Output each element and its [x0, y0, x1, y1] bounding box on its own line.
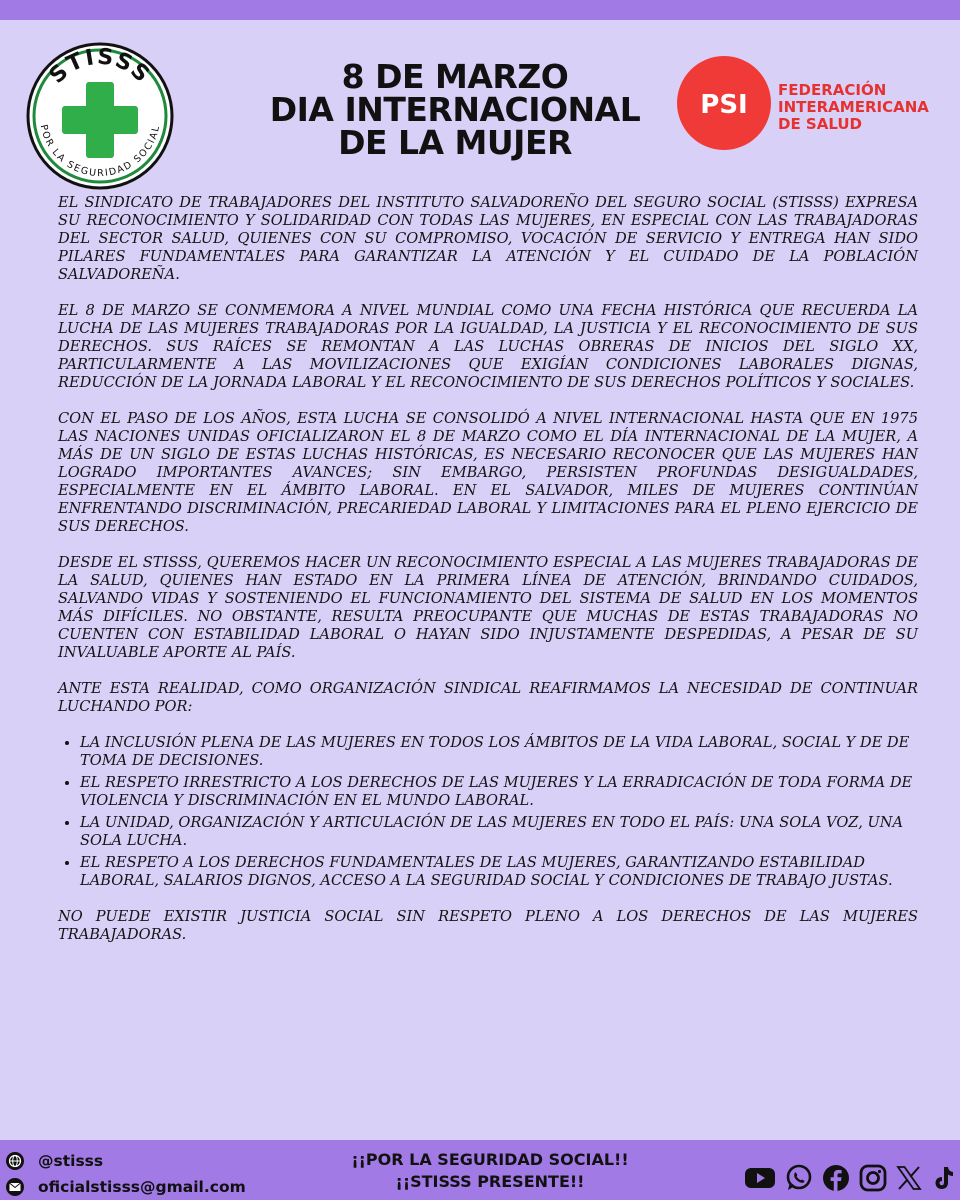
- tiktok-icon[interactable]: [931, 1165, 955, 1191]
- footer-slogan: [300, 1149, 680, 1193]
- psi-logo: [670, 55, 780, 151]
- footer-email-text: oficialstisss@gmail.com: [38, 1178, 246, 1196]
- footer-email[interactable]: [6, 1178, 246, 1196]
- stisss-logo-top-text: STISSS: [44, 44, 156, 89]
- list-item: • LA INCLUSIÓN PLENA DE LAS MUJERES EN TODOS LOS ÁMBITOS DE LA VIDA LABORAL, SOCIAL Y DE DE TOMA DE DECISIONES.: [80, 734, 918, 770]
- psi-logo-mark: PSI: [700, 90, 748, 120]
- slogan-line-1: ¡¡POR LA SEGURIDAD SOCIAL!!: [351, 1150, 629, 1169]
- paragraph-2: EL 8 DE MARZO SE CONMEMORA A NIVEL MUNDIAL COMO UNA FECHA HISTÓRICA QUE RECUERDA LA LUCHA DE LAS MUJERES TRABAJADORAS POR LA IGUALDAD, LA JUSTICIA Y EL RECONOCIMIENTO DE SUS DERECHOS. SUS RAÍCES SE REMONTAN A LAS LUCHAS OBRERAS DE INICIOS DEL SIGLO XX, PARTICULARMENTE A LAS MOVILIZACIONES QUE EXIGÍAN CONDICIONES LABORALES DIGNAS, REDUCCIÓN DE LA JORNADA LABORAL Y EL RECONOCIMIENTO DE SUS DERECHOS POLÍTICOS Y SOCIALES.: [58, 302, 918, 391]
- list-item: • LA UNIDAD, ORGANIZACIÓN Y ARTICULACIÓN DE LAS MUJERES EN TODO EL PAÍS: UNA SOLA VOZ, UNA SOLA LUCHA.: [80, 814, 918, 850]
- stisss-logo-ring-text: POR LA SEGURIDAD SOCIAL: [37, 123, 163, 180]
- title-line-1: 8 DE MARZO: [341, 57, 569, 96]
- footer: [0, 1140, 960, 1200]
- stisss-logo: [26, 42, 174, 190]
- footer-handle[interactable]: [6, 1152, 103, 1170]
- title-line-3: DE LA MUJER: [338, 123, 572, 162]
- mail-icon: [6, 1178, 24, 1196]
- slogan-line-2: ¡¡STISSS PRESENTE!!: [395, 1172, 585, 1191]
- footer-handle-text: @stisss: [38, 1152, 104, 1170]
- paragraph-1: EL SINDICATO DE TRABAJADORES DEL INSTITUTO SALVADOREÑO DEL SEGURO SOCIAL (STISSS) EXPRESA SU RECONOCIMIENTO Y SOLIDARIDAD CON TODAS LAS MUJERES, EN ESPECIAL CON LAS TRABAJADORAS DEL SECTOR SALUD, QUIENES CON SU COMPROMISO, VOCACIÓN DE SERVICIO Y ENTREGA HAN SIDO PILARES FUNDAMENTALES PARA GARANTIZAR LA ATENCIÓN Y EL CUIDADO DE LA POBLACIÓN SALVADOREÑA.: [58, 194, 918, 283]
- closing-statement: NO PUEDE EXISTIR JUSTICIA SOCIAL SIN RESPETO PLENO A LOS DERECHOS DE LAS MUJERES TRABAJADORAS.: [58, 908, 918, 943]
- youtube-icon[interactable]: [744, 1166, 776, 1190]
- psi-text-line-3: DE SALUD: [778, 115, 862, 133]
- paragraph-3: CON EL PASO DE LOS AÑOS, ESTA LUCHA SE CONSOLIDÓ A NIVEL INTERNACIONAL HASTA QUE EN 1975 LAS NACIONES UNIDAS OFICIALIZARON EL 8 DE MARZO COMO EL DÍA INTERNACIONAL DE LA MUJER, A MÁS DE UN SIGLO DE ESTAS LUCHAS HISTÓRICAS, ES NECESARIO RECONOCER QUE LAS MUJERES HAN LOGRADO IMPORTANTES AVANCES; SIN EMBARGO, PERSISTEN PROFUNDAS DESIGUALDADES, ESPECIALMENTE EN EL ÁMBITO LABORAL. EN EL SALVADOR, MILES DE MUJERES CONTINÚAN ENFRENTANDO DISCRIMINACIÓN, PRECARIEDAD LABORAL Y LIMITACIONES PARA EL PLENO EJERCICIO DE SUS DERECHOS.: [58, 410, 918, 535]
- paragraph-5: ANTE ESTA REALIDAD, COMO ORGANIZACIÓN SINDICAL REAFIRMAMOS LA NECESIDAD DE CONTINUAR LUCHANDO POR:: [58, 680, 918, 715]
- social-links: [744, 1164, 955, 1192]
- facebook-icon[interactable]: [822, 1164, 850, 1192]
- list-item: • EL RESPETO A LOS DERECHOS FUNDAMENTALES DE LAS MUJERES, GARANTIZANDO ESTABILIDAD LABORAL, SALARIOS DIGNOS, ACCESO A LA SEGURIDAD SOCIAL Y CONDICIONES DE TRABAJO JUSTAS.: [80, 854, 918, 890]
- title-line-2: DIA INTERNACIONAL: [269, 90, 641, 129]
- paragraph-4: DESDE EL STISSS, QUEREMOS HACER UN RECONOCIMIENTO ESPECIAL A LAS MUJERES TRABAJADORAS DE LA SALUD, QUIENES HAN ESTADO EN LA PRIMERA LÍNEA DE ATENCIÓN, BRINDANDO CUIDADOS, SALVANDO VIDAS Y SOSTENIENDO EL FUNCIONAMIENTO DEL SISTEMA DE SALUD EN LOS MOMENTOS MÁS DIFÍCILES. NO OBSTANTE, RESULTA PREOCUPANTE QUE MUCHAS DE ESTAS TRABAJADORAS NO CUENTEN CON ESTABILIDAD LABORAL O HAYAN SIDO INJUSTAMENTE DESPEDIDAS, A PESAR DE SU INVALUABLE APORTE AL PAÍS.: [58, 554, 918, 661]
- x-icon[interactable]: [896, 1165, 922, 1191]
- list-item: • EL RESPETO IRRESTRICTO A LOS DERECHOS DE LAS MUJERES Y LA ERRADICACIÓN DE TODA FORMA DE VIOLENCIA Y DISCRIMINACIÓN EN EL MUNDO LABORAL.: [80, 774, 918, 810]
- top-bar: [0, 0, 960, 20]
- psi-federation-name: [778, 82, 929, 133]
- page-title: [250, 57, 660, 162]
- statement-body: [58, 194, 918, 962]
- psi-text-line-1: FEDERACIÓN: [778, 81, 887, 99]
- psi-text-line-2: INTERAMERICANA: [778, 98, 929, 116]
- whatsapp-icon[interactable]: [785, 1164, 813, 1192]
- instagram-icon[interactable]: [859, 1164, 887, 1192]
- demands-list: [58, 734, 918, 890]
- globe-icon: [6, 1152, 24, 1170]
